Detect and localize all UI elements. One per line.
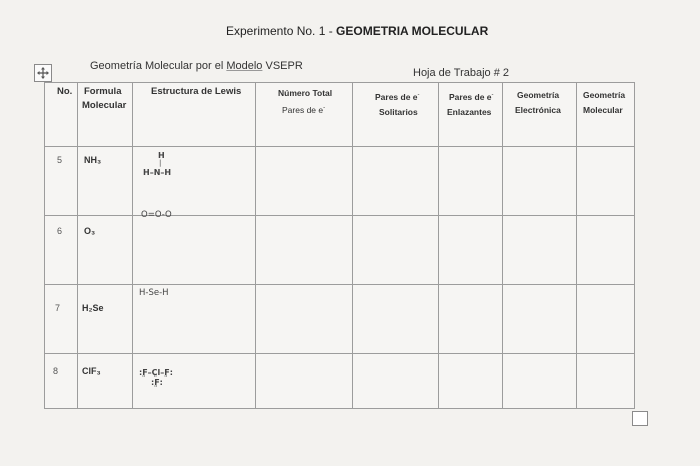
formula-cell (78, 147, 133, 216)
answer-cell[interactable] (256, 285, 353, 354)
formula-text: ClF₃ (82, 366, 101, 376)
worksheet-table (44, 82, 635, 409)
table-row (45, 216, 635, 285)
row-number-cell (45, 285, 78, 354)
row-number: 8 (53, 366, 59, 376)
answer-cell[interactable] (439, 147, 503, 216)
header-mgeo-line2: Molecular (583, 105, 623, 115)
formula-cell (78, 354, 133, 409)
row-number: 6 (57, 226, 63, 236)
page-title (226, 24, 488, 38)
header-formula-line1: Formula (84, 86, 122, 97)
header-row (45, 83, 635, 147)
answer-cell[interactable] (439, 216, 503, 285)
header-total-pairs (256, 83, 353, 147)
formula-text: NH₃ (84, 155, 102, 165)
lewis-structure: H-Se-H (139, 288, 169, 298)
formula-cell (78, 216, 133, 285)
answer-cell[interactable] (439, 354, 503, 409)
checkbox-icon[interactable] (632, 411, 648, 426)
header-lone-line1: Pares de e- (375, 91, 420, 102)
row-number-cell (45, 147, 78, 216)
answer-cell[interactable] (503, 285, 577, 354)
header-electronic-geometry (503, 83, 577, 147)
answer-cell[interactable] (503, 216, 577, 285)
lewis-structure: H–N–H (143, 168, 172, 177)
header-lone-pairs (353, 83, 439, 147)
header-lewis-label: Estructura de Lewis (151, 86, 242, 97)
header-no-label: No. (57, 86, 73, 97)
header-bond-pairs (439, 83, 503, 147)
subtitle-suffix: VSEPR (262, 60, 303, 72)
worksheet-label: Hoja de Trabajo # 2 (413, 67, 510, 79)
header-total-line1: Número Total (278, 88, 333, 98)
answer-cell[interactable] (256, 354, 353, 409)
table-move-handle[interactable] (34, 64, 52, 82)
answer-cell[interactable] (503, 147, 577, 216)
table-row (45, 354, 635, 409)
answer-cell[interactable] (256, 147, 353, 216)
answer-cell[interactable] (353, 147, 439, 216)
lewis-cell[interactable] (133, 147, 256, 216)
header-lewis (133, 83, 256, 147)
header-egeo-line1: Geometría (517, 90, 560, 100)
table-row (45, 285, 635, 354)
lewis-structure: :F̤–C̤l–F̤: (139, 368, 173, 377)
subtitle-underlined: Modelo (226, 60, 263, 72)
subtitle-prefix: Geometría Molecular por el (90, 60, 227, 72)
header-egeo-line2: Electrónica (515, 105, 561, 115)
header-bond-line1: Pares de e- (449, 91, 494, 102)
answer-cell[interactable] (577, 216, 635, 285)
title-prefix: Experimento No. 1 - (226, 24, 337, 38)
answer-cell[interactable] (503, 354, 577, 409)
header-formula-line2: Molecular (82, 100, 127, 111)
formula-cell (78, 285, 133, 354)
header-total-line2: Pares de e- (282, 104, 326, 115)
answer-cell[interactable] (577, 285, 635, 354)
lewis-bond-line: | (159, 159, 162, 167)
lewis-cell[interactable] (133, 285, 256, 354)
title-main: GEOMETRIA MOLECULAR (336, 24, 489, 38)
row-number-cell (45, 354, 78, 409)
formula-text: H₂Se (82, 303, 104, 313)
lewis-cell[interactable] (133, 354, 256, 409)
lewis-cell[interactable] (133, 210, 256, 285)
answer-cell[interactable] (353, 216, 439, 285)
table-row (45, 147, 635, 216)
formula-text: O₃ (84, 226, 96, 236)
row-number: 7 (55, 303, 61, 313)
lewis-bottom-atom: :F̤: (151, 378, 163, 387)
answer-cell[interactable] (353, 354, 439, 409)
lewis-structure: O=O-O (141, 210, 172, 220)
answer-cell[interactable] (439, 285, 503, 354)
header-formula (78, 83, 133, 147)
move-arrows-icon (37, 67, 49, 79)
header-no (45, 83, 78, 147)
subtitle (90, 60, 303, 72)
answer-cell[interactable] (577, 147, 635, 216)
row-number-cell (45, 216, 78, 285)
answer-cell[interactable] (353, 285, 439, 354)
header-mgeo-line1: Geometría (583, 90, 626, 100)
header-molecular-geometry (577, 83, 635, 147)
answer-cell[interactable] (577, 354, 635, 409)
answer-cell[interactable] (256, 216, 353, 285)
header-lone-line2: Solitarios (379, 106, 418, 117)
header-bond-line2: Enlazantes (447, 106, 492, 117)
lewis-top-atom: H (158, 151, 165, 160)
row-number: 5 (57, 155, 63, 165)
